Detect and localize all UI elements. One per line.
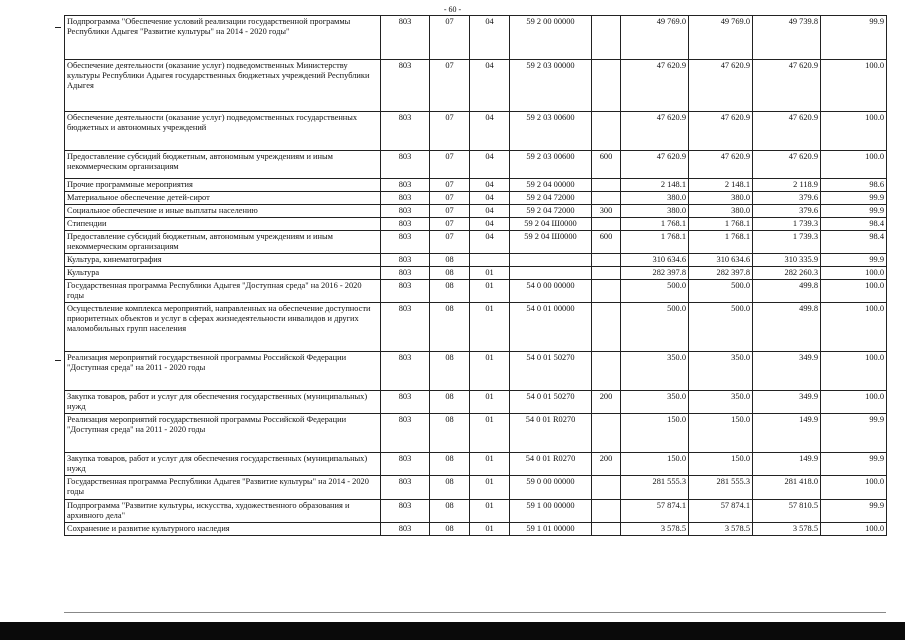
code-ved: 803 <box>381 303 430 352</box>
code-expense-type <box>592 267 621 280</box>
code-subsection: 04 <box>470 218 510 231</box>
code-ved: 803 <box>381 280 430 303</box>
table-row <box>65 16 887 60</box>
code-target: 59 2 03 00600 <box>510 151 592 179</box>
table-row <box>65 112 887 151</box>
amount-plan: 500.0 <box>621 303 689 352</box>
table-row <box>65 267 887 280</box>
page-edge-line <box>64 612 886 613</box>
code-target: 59 1 01 00000 <box>510 523 592 536</box>
amount-executed: 47 620.9 <box>753 112 821 151</box>
row-name: Культура, кинематография <box>65 254 381 267</box>
code-section: 08 <box>430 414 470 453</box>
code-target: 59 2 03 00600 <box>510 112 592 151</box>
code-expense-type <box>592 476 621 500</box>
amount-executed: 49 739.8 <box>753 16 821 60</box>
code-ved: 803 <box>381 391 430 414</box>
code-ved: 803 <box>381 476 430 500</box>
row-name: Государственная программа Республики Адыгея "Доступная среда" на 2016 - 2020 годы <box>65 280 381 303</box>
code-section: 08 <box>430 254 470 267</box>
amount-plan: 3 578.5 <box>621 523 689 536</box>
amount-approved: 500.0 <box>689 303 753 352</box>
amount-executed: 149.9 <box>753 453 821 476</box>
code-section: 07 <box>430 218 470 231</box>
amount-approved: 350.0 <box>689 352 753 391</box>
table-row <box>65 192 887 205</box>
execution-percent: 99.9 <box>821 453 887 476</box>
code-section: 08 <box>430 267 470 280</box>
code-expense-type: 200 <box>592 391 621 414</box>
code-target: 54 0 00 00000 <box>510 280 592 303</box>
code-subsection: 01 <box>470 352 510 391</box>
table-row <box>65 280 887 303</box>
code-ved: 803 <box>381 192 430 205</box>
amount-executed: 349.9 <box>753 352 821 391</box>
amount-executed: 47 620.9 <box>753 60 821 112</box>
code-target: 59 0 00 00000 <box>510 476 592 500</box>
amount-approved: 47 620.9 <box>689 60 753 112</box>
amount-approved: 380.0 <box>689 205 753 218</box>
code-target: 54 0 01 50270 <box>510 352 592 391</box>
code-target: 59 2 04 72000 <box>510 205 592 218</box>
page-number: - 60 - <box>443 5 462 14</box>
amount-approved: 281 555.3 <box>689 476 753 500</box>
amount-plan: 47 620.9 <box>621 151 689 179</box>
amount-plan: 281 555.3 <box>621 476 689 500</box>
code-expense-type <box>592 523 621 536</box>
amount-approved: 1 768.1 <box>689 231 753 254</box>
execution-percent: 100.0 <box>821 391 887 414</box>
amount-approved: 350.0 <box>689 391 753 414</box>
code-subsection: 01 <box>470 303 510 352</box>
code-expense-type: 600 <box>592 151 621 179</box>
code-ved: 803 <box>381 267 430 280</box>
row-name: Подпрограмма "Развитие культуры, искусства, художественного образования и архивного дела" <box>65 500 381 523</box>
table-row <box>65 352 887 391</box>
code-expense-type: 600 <box>592 231 621 254</box>
table-row <box>65 254 887 267</box>
row-name: Государственная программа Республики Адыгея "Развитие культуры" на 2014 - 2020 годы <box>65 476 381 500</box>
code-target: 54 0 01 00000 <box>510 303 592 352</box>
code-expense-type <box>592 500 621 523</box>
code-expense-type <box>592 192 621 205</box>
execution-percent: 100.0 <box>821 151 887 179</box>
code-section: 08 <box>430 476 470 500</box>
amount-executed: 379.6 <box>753 192 821 205</box>
code-target: 54 0 01 50270 <box>510 391 592 414</box>
amount-executed: 310 335.9 <box>753 254 821 267</box>
row-name: Реализация мероприятий государственной программы Российской Федерации "Доступная среда" на 2011 - 2020 годы <box>65 352 381 391</box>
code-expense-type <box>592 352 621 391</box>
code-ved: 803 <box>381 523 430 536</box>
code-expense-type <box>592 179 621 192</box>
code-target: 54 0 01 R0270 <box>510 414 592 453</box>
amount-plan: 150.0 <box>621 414 689 453</box>
amount-plan: 57 874.1 <box>621 500 689 523</box>
code-section: 08 <box>430 500 470 523</box>
amount-approved: 2 148.1 <box>689 179 753 192</box>
amount-approved: 47 620.9 <box>689 151 753 179</box>
code-target: 59 2 00 00000 <box>510 16 592 60</box>
scan-border <box>0 622 905 640</box>
code-section: 07 <box>430 179 470 192</box>
code-subsection: 01 <box>470 453 510 476</box>
execution-percent: 99.9 <box>821 16 887 60</box>
code-target <box>510 267 592 280</box>
code-ved: 803 <box>381 179 430 192</box>
code-section: 07 <box>430 16 470 60</box>
amount-approved: 49 769.0 <box>689 16 753 60</box>
code-ved: 803 <box>381 205 430 218</box>
row-name: Прочие программные мероприятия <box>65 179 381 192</box>
code-subsection: 01 <box>470 500 510 523</box>
amount-executed: 499.8 <box>753 303 821 352</box>
margin-tick <box>55 360 61 361</box>
amount-executed: 47 620.9 <box>753 151 821 179</box>
code-expense-type <box>592 218 621 231</box>
code-expense-type: 300 <box>592 205 621 218</box>
amount-approved: 380.0 <box>689 192 753 205</box>
code-ved: 803 <box>381 151 430 179</box>
code-section: 08 <box>430 391 470 414</box>
row-name: Материальное обеспечение детей-сирот <box>65 192 381 205</box>
amount-plan: 350.0 <box>621 391 689 414</box>
code-target: 59 2 04 72000 <box>510 192 592 205</box>
code-expense-type <box>592 16 621 60</box>
code-expense-type <box>592 280 621 303</box>
code-section: 07 <box>430 231 470 254</box>
amount-approved: 150.0 <box>689 453 753 476</box>
code-section: 07 <box>430 60 470 112</box>
table-row <box>65 523 887 536</box>
amount-plan: 500.0 <box>621 280 689 303</box>
code-subsection: 04 <box>470 205 510 218</box>
amount-executed: 349.9 <box>753 391 821 414</box>
code-section: 08 <box>430 280 470 303</box>
table-row <box>65 205 887 218</box>
execution-percent: 100.0 <box>821 60 887 112</box>
code-subsection: 01 <box>470 414 510 453</box>
table-row <box>65 414 887 453</box>
amount-plan: 47 620.9 <box>621 112 689 151</box>
amount-plan: 350.0 <box>621 352 689 391</box>
amount-plan: 1 768.1 <box>621 231 689 254</box>
execution-percent: 98.4 <box>821 231 887 254</box>
row-name: Подпрограмма "Обеспечение условий реализации государственной программы Республики Адыгея "Развитие культуры" на 2014 - 2020 годы" <box>65 16 381 60</box>
row-name: Стипендии <box>65 218 381 231</box>
code-expense-type <box>592 414 621 453</box>
code-section: 08 <box>430 352 470 391</box>
code-ved: 803 <box>381 231 430 254</box>
row-name: Предоставление субсидий бюджетным, автономным учреждениям и иным некоммерческим организациям <box>65 231 381 254</box>
code-subsection: 04 <box>470 151 510 179</box>
code-ved: 803 <box>381 218 430 231</box>
table-row <box>65 179 887 192</box>
amount-approved: 500.0 <box>689 280 753 303</box>
execution-percent: 98.4 <box>821 218 887 231</box>
code-target: 59 2 03 00000 <box>510 60 592 112</box>
execution-percent: 100.0 <box>821 267 887 280</box>
execution-percent: 99.9 <box>821 500 887 523</box>
code-subsection: 01 <box>470 391 510 414</box>
row-name: Закупка товаров, работ и услуг для обеспечения государственных (муниципальных) нужд <box>65 391 381 414</box>
code-ved: 803 <box>381 500 430 523</box>
row-name: Обеспечение деятельности (оказание услуг) подведомственных государственных бюджетных и автономных учреждений <box>65 112 381 151</box>
table-row <box>65 231 887 254</box>
table-row <box>65 151 887 179</box>
code-section: 07 <box>430 205 470 218</box>
amount-approved: 1 768.1 <box>689 218 753 231</box>
code-subsection: 04 <box>470 16 510 60</box>
code-target: 54 0 01 R0270 <box>510 453 592 476</box>
amount-approved: 150.0 <box>689 414 753 453</box>
amount-executed: 2 118.9 <box>753 179 821 192</box>
code-section: 08 <box>430 523 470 536</box>
amount-executed: 281 418.0 <box>753 476 821 500</box>
row-name: Социальное обеспечение и иные выплаты населению <box>65 205 381 218</box>
budget-table <box>64 15 887 536</box>
row-name: Сохранение и развитие культурного наследия <box>65 523 381 536</box>
amount-executed: 282 260.3 <box>753 267 821 280</box>
code-section: 07 <box>430 151 470 179</box>
code-section: 08 <box>430 453 470 476</box>
margin-tick <box>55 27 61 28</box>
amount-executed: 1 739.3 <box>753 218 821 231</box>
code-subsection: 04 <box>470 60 510 112</box>
amount-approved: 57 874.1 <box>689 500 753 523</box>
code-expense-type <box>592 254 621 267</box>
code-ved: 803 <box>381 414 430 453</box>
amount-approved: 47 620.9 <box>689 112 753 151</box>
amount-plan: 380.0 <box>621 192 689 205</box>
row-name: Реализация мероприятий государственной программы Российской Федерации "Доступная среда" на 2011 - 2020 годы <box>65 414 381 453</box>
amount-plan: 380.0 <box>621 205 689 218</box>
code-target: 59 2 04 00000 <box>510 179 592 192</box>
amount-plan: 2 148.1 <box>621 179 689 192</box>
amount-plan: 310 634.6 <box>621 254 689 267</box>
amount-plan: 47 620.9 <box>621 60 689 112</box>
table-row <box>65 60 887 112</box>
code-target <box>510 254 592 267</box>
execution-percent: 98.6 <box>821 179 887 192</box>
code-subsection: 04 <box>470 112 510 151</box>
table-row <box>65 303 887 352</box>
amount-plan: 150.0 <box>621 453 689 476</box>
code-subsection: 01 <box>470 476 510 500</box>
execution-percent: 99.9 <box>821 254 887 267</box>
execution-percent: 100.0 <box>821 280 887 303</box>
execution-percent: 100.0 <box>821 112 887 151</box>
code-subsection: 04 <box>470 179 510 192</box>
code-section: 08 <box>430 303 470 352</box>
code-subsection: 01 <box>470 523 510 536</box>
code-ved: 803 <box>381 60 430 112</box>
execution-percent: 99.9 <box>821 192 887 205</box>
execution-percent: 100.0 <box>821 523 887 536</box>
code-expense-type: 200 <box>592 453 621 476</box>
code-ved: 803 <box>381 254 430 267</box>
row-name: Закупка товаров, работ и услуг для обеспечения государственных (муниципальных) нужд <box>65 453 381 476</box>
row-name: Обеспечение деятельности (оказание услуг) подведомственных Министерству культуры Республики Адыгея государственных бюджетных учреждений Республики Адыгея <box>65 60 381 112</box>
code-ved: 803 <box>381 352 430 391</box>
code-subsection: 01 <box>470 267 510 280</box>
amount-executed: 149.9 <box>753 414 821 453</box>
amount-executed: 1 739.3 <box>753 231 821 254</box>
code-expense-type <box>592 303 621 352</box>
execution-percent: 100.0 <box>821 476 887 500</box>
code-subsection: 04 <box>470 231 510 254</box>
execution-percent: 99.9 <box>821 205 887 218</box>
table-row <box>65 476 887 500</box>
table-row <box>65 218 887 231</box>
amount-plan: 49 769.0 <box>621 16 689 60</box>
amount-approved: 3 578.5 <box>689 523 753 536</box>
amount-approved: 310 634.6 <box>689 254 753 267</box>
amount-approved: 282 397.8 <box>689 267 753 280</box>
amount-plan: 282 397.8 <box>621 267 689 280</box>
code-ved: 803 <box>381 112 430 151</box>
amount-executed: 499.8 <box>753 280 821 303</box>
code-ved: 803 <box>381 453 430 476</box>
row-name: Предоставление субсидий бюджетным, автономным учреждениям и иным некоммерческим организациям <box>65 151 381 179</box>
code-target: 59 2 04 Ш0000 <box>510 218 592 231</box>
code-subsection: 04 <box>470 192 510 205</box>
code-target: 59 2 04 Ш0000 <box>510 231 592 254</box>
amount-plan: 1 768.1 <box>621 218 689 231</box>
table-row <box>65 453 887 476</box>
execution-percent: 100.0 <box>821 352 887 391</box>
amount-executed: 379.6 <box>753 205 821 218</box>
execution-percent: 100.0 <box>821 303 887 352</box>
amount-executed: 3 578.5 <box>753 523 821 536</box>
table-row <box>65 391 887 414</box>
execution-percent: 99.9 <box>821 414 887 453</box>
code-expense-type <box>592 60 621 112</box>
amount-executed: 57 810.5 <box>753 500 821 523</box>
code-expense-type <box>592 112 621 151</box>
code-ved: 803 <box>381 16 430 60</box>
code-section: 07 <box>430 192 470 205</box>
code-subsection: 01 <box>470 280 510 303</box>
row-name: Культура <box>65 267 381 280</box>
code-target: 59 1 00 00000 <box>510 500 592 523</box>
table-row <box>65 500 887 523</box>
code-section: 07 <box>430 112 470 151</box>
code-subsection <box>470 254 510 267</box>
row-name: Осуществление комплекса мероприятий, направленных на обеспечение доступности приоритетных объектов и услуг в сферах жизнедеятельности инвалидов и других маломобильных групп населения <box>65 303 381 352</box>
